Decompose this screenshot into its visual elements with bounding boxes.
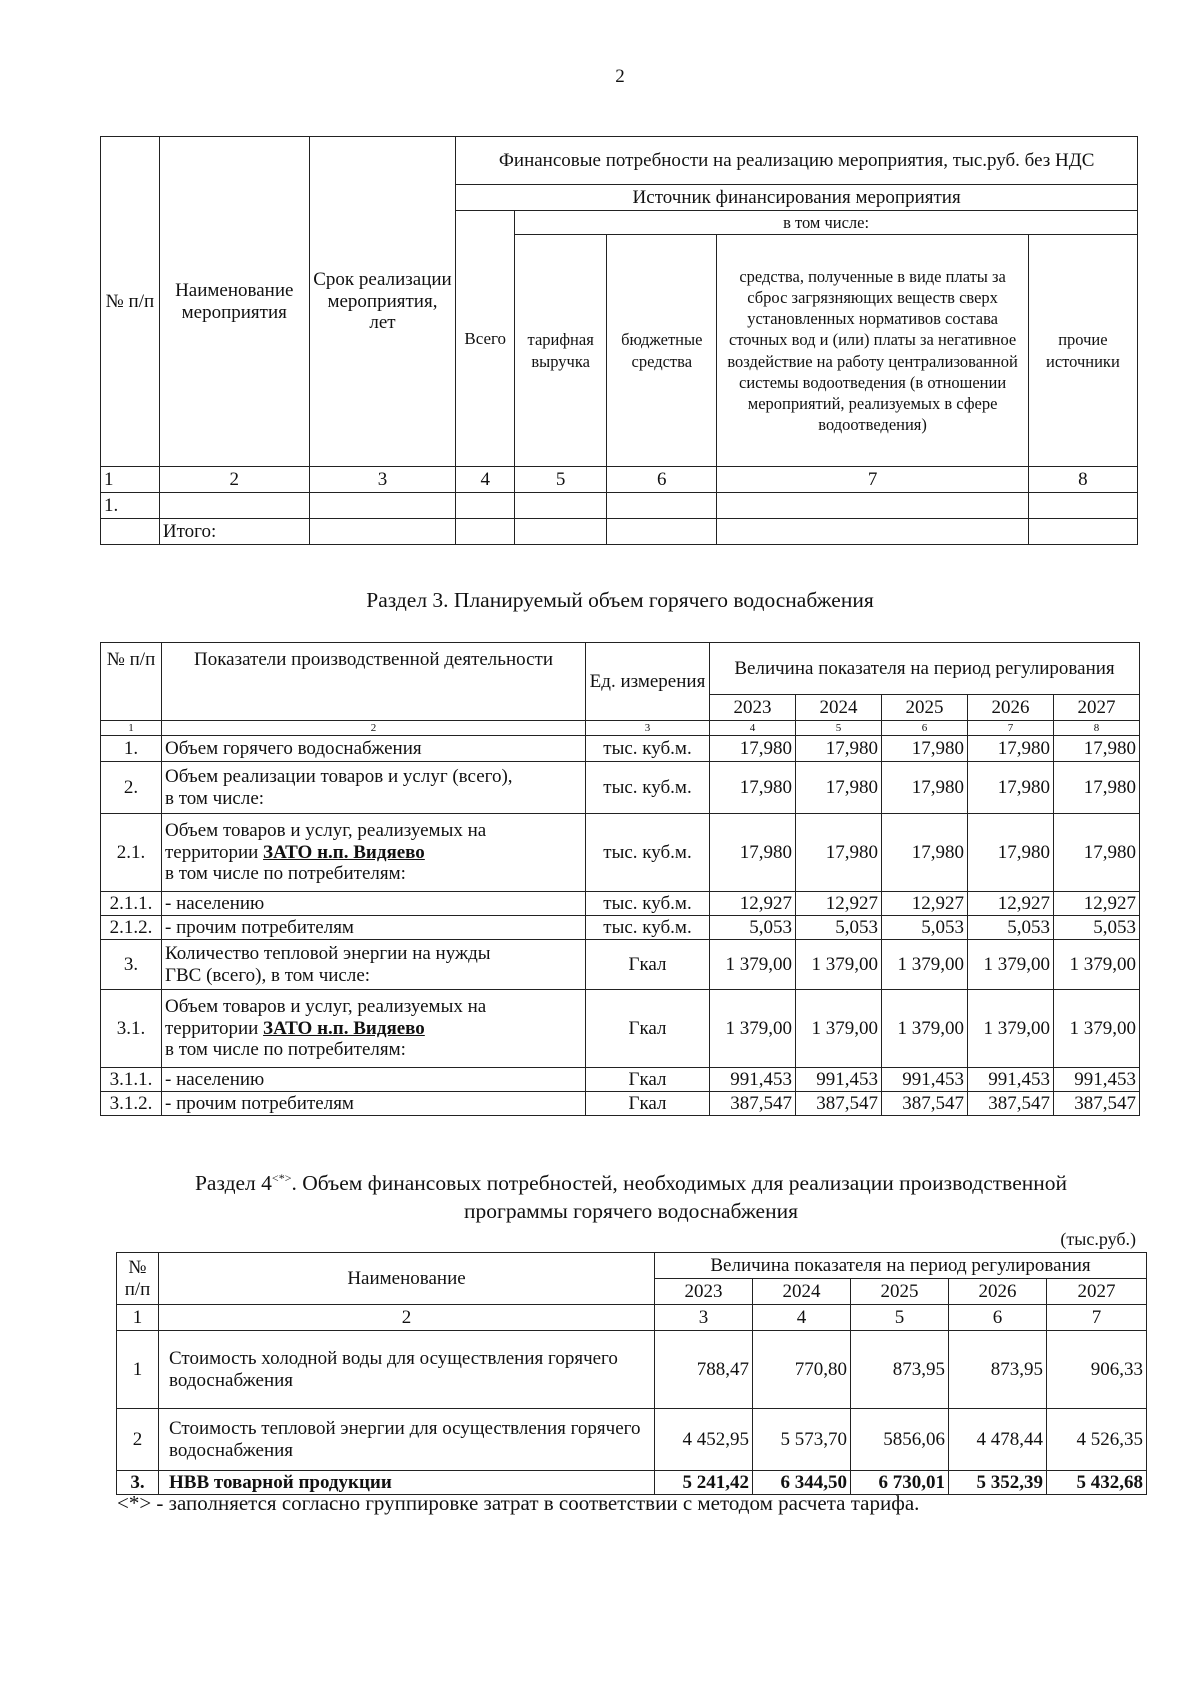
footnote-marker: <*> [271,1170,292,1185]
row-num: 3. [117,1471,159,1495]
year-2024: 2024 [796,695,882,721]
row-num: 2.1.2. [101,916,162,940]
col-other-header: прочие источники [1028,235,1137,467]
source-header: Источник финансирования мероприятия [456,185,1138,211]
row-num: 2.1. [101,814,162,892]
row-name-line: Количество тепловой энергии на нужды [165,942,491,964]
row-num: 1 [117,1331,159,1409]
territory-name: ЗАТО н.п. Видяево [263,1017,425,1039]
section4-title-line1 [116,1169,1146,1197]
row-name-line [165,1018,582,1040]
value-cell: 17,980 [1054,814,1140,892]
year-2025: 2025 [851,1279,949,1305]
row-num: 2.1.1. [101,892,162,916]
row-num: 2 [117,1409,159,1471]
index-cell: 2 [159,467,309,493]
value-cell: 5,053 [796,916,882,940]
value-cell: 1 379,00 [882,940,968,990]
total-row [101,519,1138,545]
year-2026: 2026 [949,1279,1047,1305]
year-2023: 2023 [655,1279,753,1305]
value-cell: 387,547 [1054,1092,1140,1116]
row-unit: Гкал [586,990,710,1068]
row-name [162,814,586,892]
row-name-line [165,842,582,864]
value-cell: 17,980 [710,762,796,814]
value-cell: 5,053 [968,916,1054,940]
value-cell: 873,95 [949,1331,1047,1409]
value-cell: 5,053 [1054,916,1140,940]
value-cell: 1 379,00 [796,990,882,1068]
col-term-header: Срок реализации мероприятия, лет [309,137,456,467]
col-value-header: Величина показателя на период регулирования [655,1253,1147,1279]
index-cell: 1 [117,1305,159,1331]
value-cell: 1 379,00 [796,940,882,990]
row-num: 3.1.2. [101,1092,162,1116]
index-cell: 3 [309,467,456,493]
value-cell: 17,980 [882,736,968,762]
value-cell: 991,453 [710,1068,796,1092]
col-num-header: № п/п [117,1253,159,1305]
col-unit-header: Ед. измерения [586,643,710,721]
value-cell: 5,053 [882,916,968,940]
row-name-line: в том числе по потребителям: [165,863,406,885]
value-cell: 1 379,00 [882,990,968,1068]
fin-needs-header: Финансовые потребности на реализацию мероприятия, тыс.руб. без НДС [456,137,1138,185]
row-num: 1. [101,736,162,762]
row-unit: тыс. куб.м. [586,892,710,916]
index-cell: 5 [851,1305,949,1331]
index-row [101,721,1140,736]
col-value-header: Величина показателя на период регулирования [710,643,1140,695]
col-total-header: Всего [456,211,515,467]
value-cell: 6 730,01 [851,1471,949,1495]
value-cell: 906,33 [1047,1331,1147,1409]
value-cell: 991,453 [882,1068,968,1092]
col-indicator-header: Показатели производственной деятельности [162,643,586,721]
index-cell: 6 [949,1305,1047,1331]
row-name: - прочим потребителям [162,916,586,940]
index-cell: 6 [882,721,968,736]
value-cell: 17,980 [968,736,1054,762]
value-cell: 1 379,00 [968,940,1054,990]
row-unit: Гкал [586,1068,710,1092]
value-cell: 12,927 [796,892,882,916]
value-cell: 1 379,00 [1054,940,1140,990]
index-cell: 3 [586,721,710,736]
value-cell: 12,927 [710,892,796,916]
table-row [101,1068,1140,1092]
row-name-line: Объем товаров и услуг, реализуемых на [165,819,487,841]
year-2025: 2025 [882,695,968,721]
value-cell: 387,547 [796,1092,882,1116]
row-name-line: в том числе: [165,787,265,809]
value-cell: 5 432,68 [1047,1471,1147,1495]
row-name: - населению [162,1068,586,1092]
table-row [101,1092,1140,1116]
row-num: 3. [101,940,162,990]
unit-note: (тыс.руб.) [1060,1229,1136,1249]
value-cell: 17,980 [796,814,882,892]
row-num: 1. [101,493,160,519]
value-cell: 387,547 [882,1092,968,1116]
index-cell: 2 [162,721,586,736]
index-cell: 8 [1028,467,1137,493]
value-cell: 387,547 [968,1092,1054,1116]
index-cell: 7 [968,721,1054,736]
value-cell: 387,547 [710,1092,796,1116]
value-cell: 17,980 [1054,762,1140,814]
table-row [101,990,1140,1068]
row-num: 2. [101,762,162,814]
value-cell: 1 379,00 [968,990,1054,1068]
table-row [101,892,1140,916]
table-row [101,762,1140,814]
year-2027: 2027 [1047,1279,1147,1305]
value-cell: 17,980 [882,762,968,814]
row-name: Объем горячего водоснабжения [162,736,586,762]
incl-header: в том числе: [515,211,1138,235]
index-cell: 4 [456,467,515,493]
value-cell: 5,053 [710,916,796,940]
table-row [101,916,1140,940]
value-cell: 12,927 [968,892,1054,916]
section4-title-prefix: Раздел 4 [194,1171,272,1195]
table-row [101,493,1138,519]
year-2024: 2024 [753,1279,851,1305]
row-name: Стоимость холодной воды для осуществления горячего водоснабжения [159,1331,655,1409]
col-num-header: № п/п [101,137,160,467]
index-cell: 7 [717,467,1028,493]
value-cell: 5856,06 [851,1409,949,1471]
territory-name: ЗАТО н.п. Видяево [263,841,425,863]
row-name [162,762,586,814]
row-unit: Гкал [586,1092,710,1116]
col-name-header: Наименование [159,1253,655,1305]
value-cell: 1 379,00 [710,990,796,1068]
value-cell: 991,453 [796,1068,882,1092]
footnote: <*> - заполняется согласно группировке затрат в соответствии с методом расчета тарифа. [117,1491,920,1515]
index-cell: 8 [1054,721,1140,736]
value-cell: 17,980 [710,814,796,892]
value-cell: 4 526,35 [1047,1409,1147,1471]
index-cell: 7 [1047,1305,1147,1331]
value-cell: 12,927 [1054,892,1140,916]
row-unit: Гкал [586,940,710,990]
row-name: - населению [162,892,586,916]
index-row [117,1305,1147,1331]
value-cell: 4 478,44 [949,1409,1047,1471]
row-name-line: ГВС (всего), в том числе: [165,964,371,986]
year-2026: 2026 [968,695,1054,721]
row-name-line: Объем товаров и услуг, реализуемых на [165,995,487,1017]
index-row [101,467,1138,493]
row-unit: тыс. куб.м. [586,916,710,940]
year-2023: 2023 [710,695,796,721]
section4-title-rest: . Объем финансовых потребностей, необходимых для реализации производственной [291,1171,1068,1195]
financing-table [100,136,1138,545]
index-cell: 4 [710,721,796,736]
table-row [101,736,1140,762]
value-cell: 12,927 [882,892,968,916]
total-label: Итого: [159,519,309,545]
index-cell: 5 [796,721,882,736]
value-cell: 1 379,00 [1054,990,1140,1068]
index-cell: 4 [753,1305,851,1331]
row-name [162,990,586,1068]
value-cell: 991,453 [968,1068,1054,1092]
row-unit: тыс. куб.м. [586,736,710,762]
col-budget-header: бюджетные средства [607,235,717,467]
page-number: 2 [615,66,625,87]
index-cell: 6 [607,467,717,493]
table-row [117,1409,1147,1471]
value-cell: 17,980 [710,736,796,762]
index-cell: 5 [515,467,607,493]
value-cell: 770,80 [753,1331,851,1409]
table-row [101,940,1140,990]
row-name: НВВ товарной продукции [159,1471,655,1495]
col-name-header: Наименование мероприятия [159,137,309,467]
value-cell: 991,453 [1054,1068,1140,1092]
index-cell: 3 [655,1305,753,1331]
value-cell: 17,980 [882,814,968,892]
value-cell: 17,980 [796,736,882,762]
row-num: 3.1.1. [101,1068,162,1092]
row-name-line: в том числе по потребителям: [165,1039,406,1061]
row-name-line: Объем реализации товаров и услуг (всего), [165,765,513,787]
value-cell: 17,980 [968,814,1054,892]
row-name: Стоимость тепловой энергии для осуществления горячего водоснабжения [159,1409,655,1471]
value-cell: 4 452,95 [655,1409,753,1471]
value-cell: 17,980 [1054,736,1140,762]
index-cell: 1 [101,467,160,493]
value-cell: 5 352,39 [949,1471,1047,1495]
value-cell: 5 241,42 [655,1471,753,1495]
row-name: - прочим потребителям [162,1092,586,1116]
value-cell: 788,47 [655,1331,753,1409]
value-cell: 873,95 [851,1331,949,1409]
section4-title-line2: программы горячего водоснабжения [464,1199,798,1224]
col-tariff-header: тарифная выручка [515,235,607,467]
section3-title: Раздел 3. Планируемый объем горячего водоснабжения [366,588,874,612]
value-cell: 1 379,00 [710,940,796,990]
table-row [101,814,1140,892]
financial-needs-table [116,1252,1147,1495]
value-cell: 17,980 [796,762,882,814]
col-num-header: № п/п [101,643,162,721]
index-cell: 2 [159,1305,655,1331]
year-2027: 2027 [1054,695,1140,721]
row-name-prefix: территории [165,1017,264,1039]
index-cell: 1 [101,721,162,736]
value-cell: 6 344,50 [753,1471,851,1495]
hot-water-volume-table [100,642,1140,1116]
table-row [117,1331,1147,1409]
value-cell: 17,980 [968,762,1054,814]
row-unit: тыс. куб.м. [586,814,710,892]
row-name [162,940,586,990]
row-num: 3.1. [101,990,162,1068]
row-name-prefix: территории [165,841,264,863]
col-fees-header: средства, полученные в виде платы за сброс загрязняющих веществ сверх установленных нормативов состава сточных вод и (или) платы за негативное воздействие на работу централизованной системы водоотведения (в отношении мероприятий, реализуемых в сфере водоотведения) [717,235,1028,467]
value-cell: 5 573,70 [753,1409,851,1471]
row-unit: тыс. куб.м. [586,762,710,814]
section4-title [116,1169,1146,1226]
